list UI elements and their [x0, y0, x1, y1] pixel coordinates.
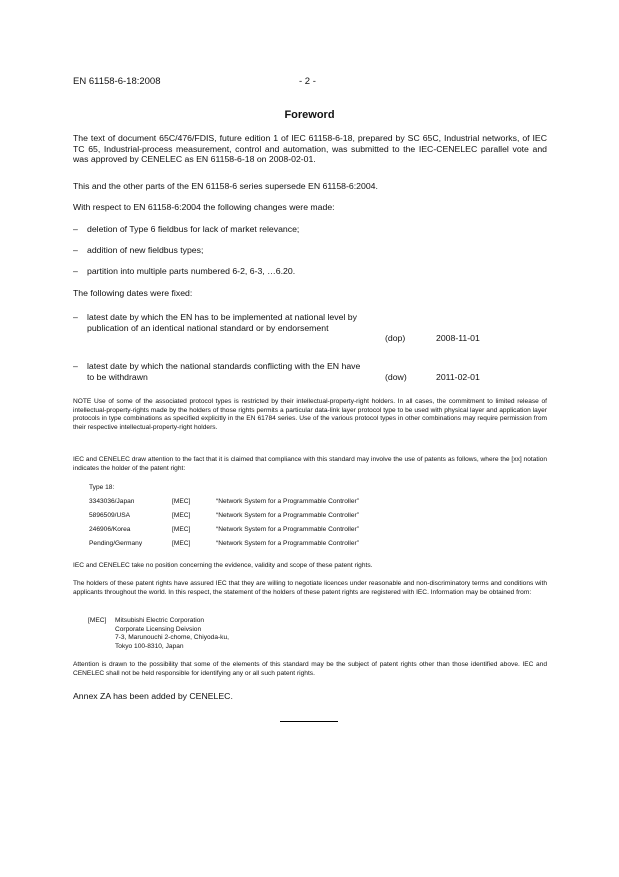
patent-title: “Network System for a Programmable Controller” [216, 540, 359, 547]
changes-intro: With respect to EN 61158-6:2004 the following changes were made: [73, 202, 335, 212]
patent-type-label: Type 18: [89, 484, 115, 491]
intro-paragraph: The text of document 65C/476/FDIS, future edition 1 of IEC 61158-6-18, prepared by SC 65C, Industrial networks, of IEC TC 65, Industrial-process measurement, control and automation, was submitted to the IEC-CENELEC parallel vote and was approved by CENELEC as EN 61158-6-18 on 2008-02-01. [73, 133, 547, 165]
supersede-paragraph: This and the other parts of the EN 61158-6 series supersede EN 61158-6:2004. [73, 181, 378, 191]
patent-title: “Network System for a Programmable Controller” [216, 498, 359, 505]
address-line: Corporate Licensing Deivsion [115, 625, 202, 633]
holders-assured-paragraph: The holders of these patent rights have assured IEC that they are willing to negotiate licences under reasonable and non-discriminatory terms and conditions with applicants throughout the world. In this respect, the statement of the holders of these patent rights are registered with IEC. Information may be obtained from: [73, 580, 547, 596]
note-paragraph: NOTE Use of some of the associated protocol types is restricted by their intellectual-property-right holders. In all cases, the commitment to limited release of intellectual-property-rights made by the holders of those rights permits a particular data-link layer protocol type to be used with physical layer and application layer protocols in type combinations as specified explicitly in the EN 61784 series. Use of the various protocol types in other combinations may require permission from their respective intellectual-property-right holders. [73, 398, 547, 431]
patent-title: “Network System for a Programmable Controller” [216, 526, 359, 533]
date-code: (dop) [385, 333, 406, 343]
bullet-dash: – [73, 224, 78, 234]
list-item-text: addition of new fieldbus types; [87, 245, 204, 255]
list-item-text: deletion of Type 6 fieldbus for lack of market relevance; [87, 224, 300, 234]
date-row-dow [73, 361, 547, 385]
bullet-dash: – [73, 266, 78, 276]
bullet-dash: – [73, 245, 78, 255]
address-line: 7-3, Marunouchi 2-chome, Chiyoda-ku, [115, 634, 229, 642]
bullet-dash: – [73, 361, 78, 371]
no-position-paragraph: IEC and CENELEC take no position concerning the evidence, validity and scope of these patent rights. [73, 562, 373, 569]
patent-title: “Network System for a Programmable Controller” [216, 512, 359, 519]
holder-tag: [MEC] [88, 617, 107, 624]
document-id: EN 61158-6-18:2008 [73, 76, 161, 87]
patent-holder: [MEC] [172, 512, 191, 519]
dates-intro: The following dates were fixed: [73, 288, 193, 298]
page-number: - 2 - [299, 76, 316, 87]
patent-holder: [MEC] [172, 526, 191, 533]
address-line: Mitsubishi Electric Corporation [115, 617, 205, 624]
date-code: (dow) [385, 371, 407, 382]
date-row-dop [73, 312, 547, 346]
date-description: latest date by which the national standards conflicting with the EN have to be withdrawn [87, 361, 361, 382]
date-value: 2011-02-01 [436, 371, 480, 382]
end-rule [280, 721, 338, 722]
page-title: Foreword [284, 109, 335, 121]
date-description: latest date by which the EN has to be implemented at national level by publication of an identical national standard or by endorsement [87, 312, 357, 333]
list-item-text: partition into multiple parts numbered 6-2, 6-3, …6.20. [87, 266, 296, 276]
patent-attention-paragraph: IEC and CENELEC draw attention to the fact that it is claimed that compliance with this standard may involve the use of patents as follows, where the [xx] notation indicates the holder of the patent right: [73, 456, 547, 472]
date-value: 2008-11-01 [436, 333, 480, 343]
patent-number: 5896509/USA [89, 512, 131, 519]
address-line: Tokyo 100-8310, Japan [115, 642, 184, 650]
patent-number: 3343036/Japan [89, 498, 135, 505]
patent-holder: [MEC] [172, 498, 191, 505]
patent-number: Pending/Germany [89, 540, 143, 547]
patent-number: 246906/Korea [89, 526, 131, 533]
bullet-dash: – [73, 312, 78, 322]
annex-note: Annex ZA has been added by CENELEC. [73, 691, 233, 701]
other-patents-paragraph: Attention is drawn to the possibility that some of the elements of this standard may be the subject of patent rights other than those identified above. IEC and CENELEC shall not be held responsible for identifying any or all such patent rights. [73, 661, 547, 677]
patent-holder: [MEC] [172, 540, 191, 547]
